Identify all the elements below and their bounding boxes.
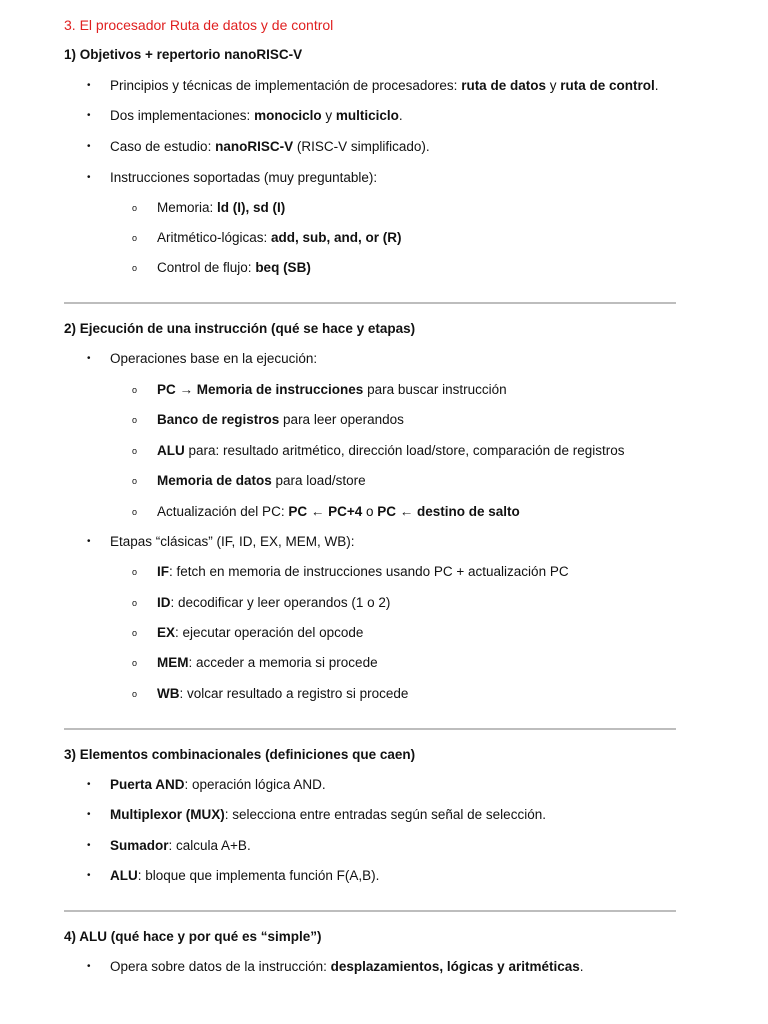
- section-3-heading: 3) Elementos combinacionales (definiciones que caen): [64, 747, 416, 762]
- bullet-icon: [87, 108, 91, 124]
- list-item: • Sumador: calcula A+B.: [110, 838, 251, 853]
- list-item: • Etapas “clásicas” (IF, ID, EX, MEM, WB):: [110, 534, 355, 549]
- sub-list-item: o IF: fetch en memoria de instrucciones usando PC + actualización PC: [157, 564, 569, 579]
- sub-list-item: o Memoria de datos para load/store: [157, 473, 366, 488]
- list-item: • Puerta AND: operación lógica AND.: [110, 777, 326, 792]
- circle-bullet-icon: [132, 564, 137, 580]
- sub-list-item: o MEM: acceder a memoria si procede: [157, 655, 378, 670]
- section-1-heading: 1) Objetivos + repertorio nanoRISC-V: [64, 47, 303, 62]
- bullet-icon: [87, 807, 91, 823]
- circle-bullet-icon: [132, 625, 137, 641]
- sub-list-item: o Memoria: ld (I), sd (I): [157, 200, 285, 215]
- list-item: • Caso de estudio: nanoRISC-V (RISC-V simplificado).: [110, 139, 430, 154]
- circle-bullet-icon: [132, 504, 137, 520]
- divider: [64, 302, 676, 304]
- sub-list-item: o Banco de registros para leer operandos: [157, 412, 404, 427]
- document-title: 3. El procesador Ruta de datos y de control: [64, 17, 334, 33]
- sub-list-item: o Control de flujo: beq (SB): [157, 260, 311, 275]
- sub-list-item: o Actualización del PC: PC ← PC+4 o PC ← destino de salto: [157, 504, 520, 519]
- sub-list-item: o PC → Memoria de instrucciones para buscar instrucción: [157, 382, 507, 397]
- sub-list-item: o EX: ejecutar operación del opcode: [157, 625, 363, 640]
- section-2-heading: 2) Ejecución de una instrucción (qué se hace y etapas): [64, 321, 416, 336]
- divider: [64, 728, 676, 730]
- bullet-icon: [87, 351, 91, 367]
- list-item: • Dos implementaciones: monociclo y multiciclo.: [110, 108, 403, 123]
- list-item: • Multiplexor (MUX): selecciona entre entradas según señal de selección.: [110, 807, 546, 822]
- bullet-icon: [87, 139, 91, 155]
- circle-bullet-icon: [132, 382, 137, 398]
- circle-bullet-icon: [132, 443, 137, 459]
- sub-list-item: o ID: decodificar y leer operandos (1 o 2): [157, 595, 390, 610]
- circle-bullet-icon: [132, 686, 137, 702]
- list-item: • Instrucciones soportadas (muy preguntable):: [110, 170, 377, 185]
- circle-bullet-icon: [132, 230, 137, 246]
- circle-bullet-icon: [132, 655, 137, 671]
- list-item: • Operaciones base en la ejecución:: [110, 351, 317, 366]
- circle-bullet-icon: [132, 260, 137, 276]
- circle-bullet-icon: [132, 595, 137, 611]
- sub-list-item: o Aritmético-lógicas: add, sub, and, or (R): [157, 230, 402, 245]
- circle-bullet-icon: [132, 473, 137, 489]
- bullet-icon: [87, 78, 91, 94]
- bullet-icon: [87, 868, 91, 884]
- list-item: • Opera sobre datos de la instrucción: desplazamientos, lógicas y aritméticas.: [110, 959, 584, 974]
- list-item: • Principios y técnicas de implementación de procesadores: ruta de datos y ruta de control.: [110, 78, 659, 93]
- section-4-heading: 4) ALU (qué hace y por qué es “simple”): [64, 929, 322, 944]
- bullet-icon: [87, 170, 91, 186]
- bullet-icon: [87, 777, 91, 793]
- sub-list-item: o WB: volcar resultado a registro si procede: [157, 686, 408, 701]
- divider: [64, 910, 676, 912]
- bullet-icon: [87, 959, 91, 975]
- bullet-icon: [87, 838, 91, 854]
- sub-list-item: o ALU para: resultado aritmético, dirección load/store, comparación de registros: [157, 443, 624, 458]
- list-item: • ALU: bloque que implementa función F(A,B).: [110, 868, 379, 883]
- circle-bullet-icon: [132, 200, 137, 216]
- circle-bullet-icon: [132, 412, 137, 428]
- bullet-icon: [87, 534, 91, 550]
